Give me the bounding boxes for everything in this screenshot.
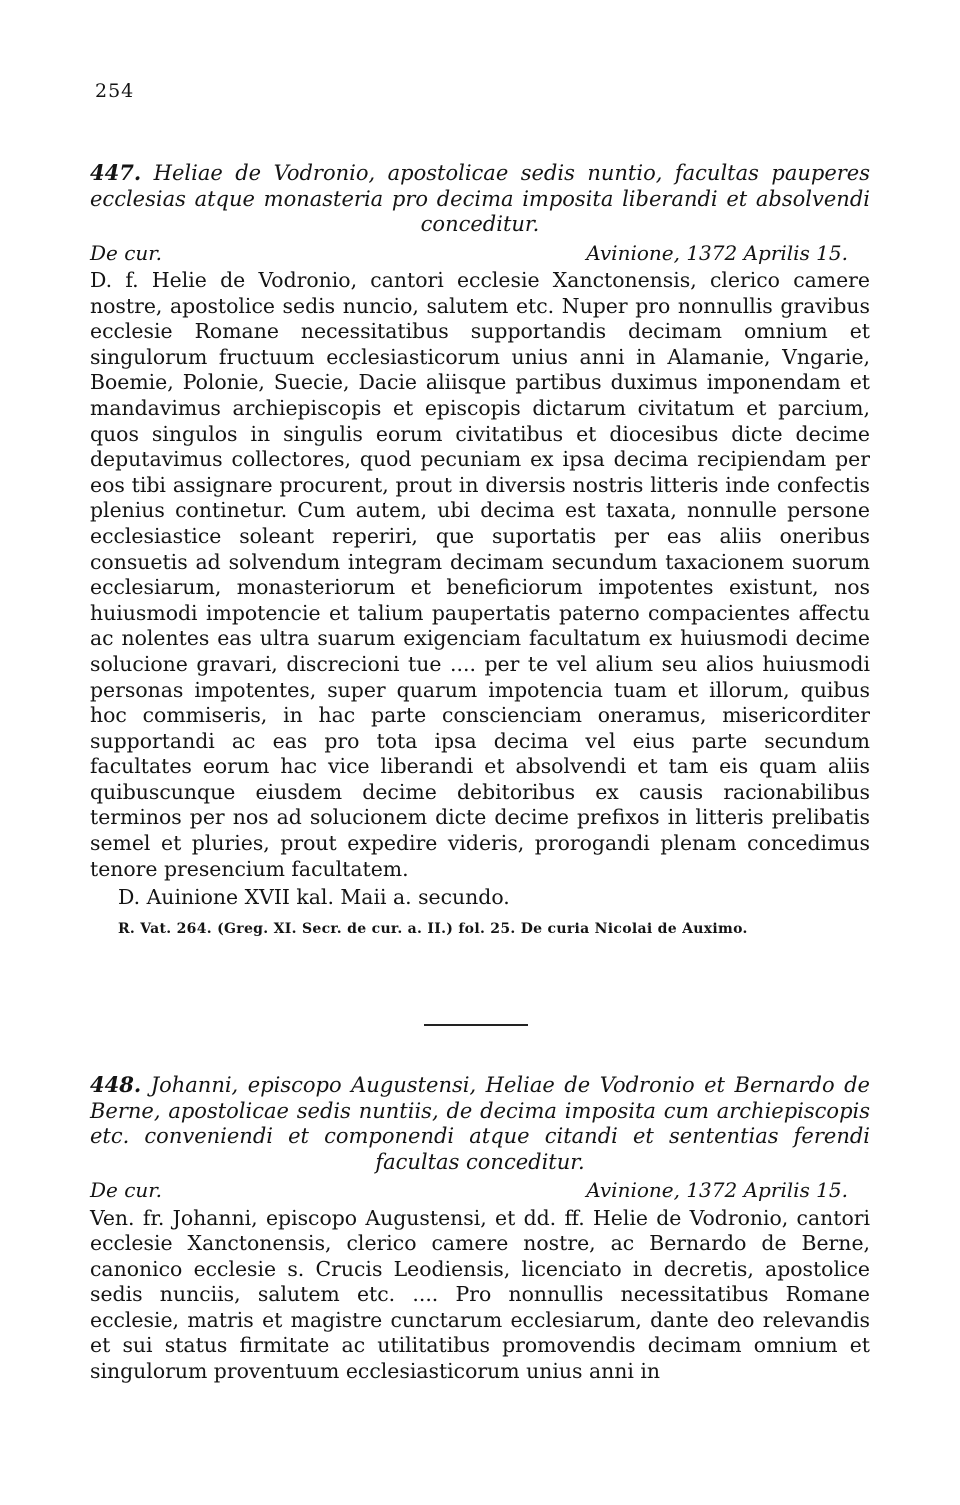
date-label: Avinione, 1372 Aprilis 15.	[586, 240, 848, 265]
place-label: De cur.	[90, 1178, 163, 1202]
section-separator	[424, 1024, 528, 1026]
date-label: Avinione, 1372 Aprilis 15.	[586, 1178, 848, 1202]
entry-body-text: Ven. fr. Johanni, episcopo Augustensi, et dd. ff. Helie de Vodronio, cantori ecclesie Xanctonensis, clerico camere nostre, ac Bernardo de Berne, canonico ecclesie s. Crucis Leodiensis, licenciato in decretis, apostolice sedis nunciis, salutem etc. .... Pro nonnullis necessitatibus Romane ecclesie, matris et magistre cunctarum ecclesiarum, dante deo relevandis et sui status firmitate ac utilitatibus promovendis decimam omnium et singulorum proventuum ecclesiasticorum unius anni in	[90, 1205, 870, 1384]
entry-number: 448.	[90, 1072, 142, 1097]
entry-447	[90, 160, 870, 940]
page-number: 254	[95, 80, 135, 102]
source-citation: R. Vat. 264. (Greg. XI. Secr. de cur. a. II.) fol. 25. De curia Nicolai de Auximo.	[118, 921, 748, 938]
place-label: De cur.	[90, 240, 163, 265]
place-date-line	[90, 241, 870, 267]
entry-heading-text: Heliae de Vodronio, apostolicae sedis nuntio, facultas pauperes ecclesias atque monasteria pro decima imposita liberandi et absolvendi conceditur.	[90, 161, 870, 236]
entry-448	[90, 1072, 870, 1385]
entry-heading-text: Johanni, episcopo Augustensi, Heliae de Vodronio et Bernardo de Berne, apostolicae sedis nuntiis, de decima imposita cum archiepiscopis etc. conveniendi et componendi atque citandi et sententias ferendi facultas conceditur.	[90, 1073, 870, 1174]
entry-number: 447.	[90, 160, 142, 185]
place-date-line	[90, 1178, 870, 1204]
entry-body-text: D. f. Helie de Vodronio, cantori ecclesie Xanctonensis, clerico camere nostre, apostolice sedis nuncio, salutem etc. Nuper pro nonnullis gravibus ecclesie Romane necessitatibus supportandis decimam omnium et singulorum fructuum ecclesiasticorum unius anni in Alamanie, Vngarie, Boemie, Polonie, Suecie, Dacie aliisque partibus duximus imponendam et mandavimus archiepiscopis et episcopis dictarum civitatum et parcium, quos singulos in singulis eorum civitatibus et diocesibus dicte decime deputavimus collectores, quod pecuniam ex ipsa decima recipiendam per eos tibi assignare procurent, prout in diversis nostris litteris inde confectis plenius continetur. Cum autem, ubi decima est taxata, nonnulle persone ecclesiastice soleant reperiri, que suportatis per eas aliis oneribus consuetis ad solvendum integram decimam secundum taxacionem suorum ecclesiarum, monasteriorum et beneficiorum impotentes existunt, nos huiusmodi impotencie et talium paupertatis paterno compacientes affectu ac nolentes eas ultra suarum exigenciam facultatum ex huiusmodi decime solucione gravari, discrecioni tue .... per te vel alium seu alios huiusmodi personas impotentes, super quarum impotencia tuam et illorum, quibus hoc commiseris, in hac parte conscienciam oneramus, misericorditer supportandi ac eas pro tota ipsa decima vel eius parte secundum facultates eorum hac vice liberandi et absolvendi et tam eis quam aliis quibuscunque eiusdem decime debitoribus ex causis racionabilibus terminos per nos ad solucionem dicte decime prefixos in litteris prelibatis semel et pluries, prout expedire videris, prorogandi plenam concedimus tenore presencium facultatem.	[90, 268, 870, 881]
entry-heading	[90, 1072, 870, 1175]
signature-line: D. Auinione XVII kal. Maii a. secundo.	[118, 885, 510, 910]
entry-heading	[90, 160, 870, 238]
